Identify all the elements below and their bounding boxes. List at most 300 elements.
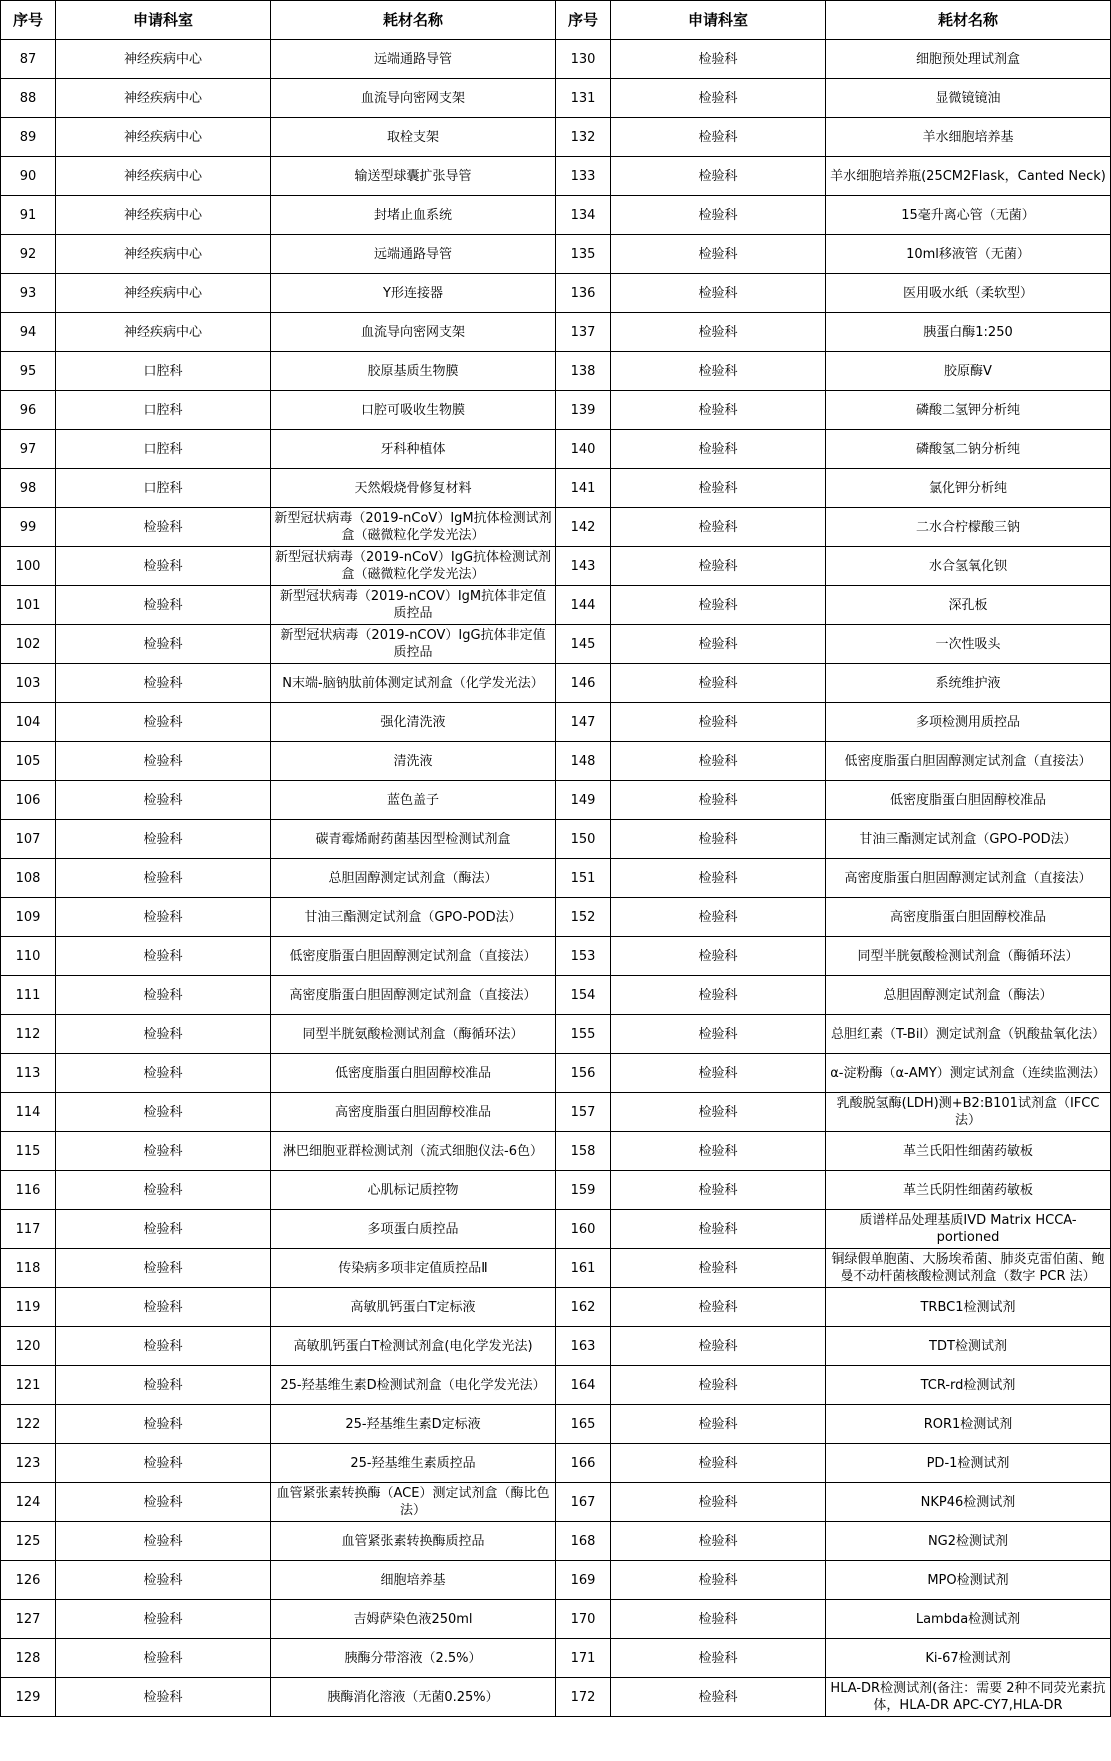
- department-cell: 检验科: [56, 859, 271, 898]
- serial-cell: 128: [1, 1639, 56, 1678]
- item-name-cell: 铜绿假单胞菌、大肠埃希菌、肺炎克雷伯菌、鲍曼不动杆菌核酸检测试剂盒（数字 PCR 法）: [826, 1249, 1111, 1288]
- serial-cell: 106: [1, 781, 56, 820]
- serial-cell: 155: [556, 1015, 611, 1054]
- serial-cell: 114: [1, 1093, 56, 1132]
- department-cell: 检验科: [56, 1132, 271, 1171]
- table-row: [1, 1327, 1111, 1366]
- item-name-cell: Lambda检测试剂: [826, 1600, 1111, 1639]
- serial-cell: 147: [556, 703, 611, 742]
- item-name-cell: 胰蛋白酶1:250: [826, 313, 1111, 352]
- serial-cell: 101: [1, 586, 56, 625]
- department-cell: 检验科: [56, 1483, 271, 1522]
- serial-cell: 162: [556, 1288, 611, 1327]
- department-cell: 检验科: [611, 781, 826, 820]
- serial-cell: 92: [1, 235, 56, 274]
- department-cell: 检验科: [611, 1327, 826, 1366]
- item-name-cell: ROR1检测试剂: [826, 1405, 1111, 1444]
- department-cell: 检验科: [611, 1366, 826, 1405]
- table-row: [1, 274, 1111, 313]
- item-name-cell: 高密度脂蛋白胆固醇校准品: [826, 898, 1111, 937]
- serial-cell: 163: [556, 1327, 611, 1366]
- department-cell: 检验科: [56, 1561, 271, 1600]
- item-name-cell: 低密度脂蛋白胆固醇校准品: [271, 1054, 556, 1093]
- serial-cell: 159: [556, 1171, 611, 1210]
- department-cell: 检验科: [56, 742, 271, 781]
- serial-cell: 95: [1, 352, 56, 391]
- item-name-cell: 强化清洗液: [271, 703, 556, 742]
- serial-cell: 137: [556, 313, 611, 352]
- table-row: [1, 859, 1111, 898]
- table-row: [1, 1249, 1111, 1288]
- serial-cell: 110: [1, 937, 56, 976]
- item-name-cell: 总胆固醇测定试剂盒（酶法）: [826, 976, 1111, 1015]
- serial-cell: 138: [556, 352, 611, 391]
- item-name-cell: 同型半胱氨酸检测试剂盒（酶循环法）: [826, 937, 1111, 976]
- department-cell: 检验科: [611, 859, 826, 898]
- item-name-cell: 胰酶消化溶液（无菌0.25%）: [271, 1678, 556, 1717]
- serial-cell: 171: [556, 1639, 611, 1678]
- department-cell: 检验科: [56, 1171, 271, 1210]
- serial-cell: 107: [1, 820, 56, 859]
- serial-cell: 125: [1, 1522, 56, 1561]
- item-name-cell: 质谱样品处理基质IVD Matrix HCCA-portioned: [826, 1210, 1111, 1249]
- item-name-cell: 远端通路导管: [271, 40, 556, 79]
- serial-cell: 165: [556, 1405, 611, 1444]
- item-name-cell: 深孔板: [826, 586, 1111, 625]
- item-name-cell: α-淀粉酶（α-AMY）测定试剂盒（连续监测法）: [826, 1054, 1111, 1093]
- serial-cell: 167: [556, 1483, 611, 1522]
- table-row: [1, 547, 1111, 586]
- item-name-cell: 10ml移液管（无菌）: [826, 235, 1111, 274]
- header-row: [1, 1, 1111, 40]
- table-row: [1, 742, 1111, 781]
- department-cell: 检验科: [611, 1132, 826, 1171]
- department-cell: 检验科: [56, 937, 271, 976]
- department-cell: 检验科: [56, 1600, 271, 1639]
- item-name-cell: 淋巴细胞亚群检测试剂（流式细胞仪法-6色）: [271, 1132, 556, 1171]
- serial-cell: 129: [1, 1678, 56, 1717]
- department-cell: 神经疾病中心: [56, 40, 271, 79]
- item-name-cell: 远端通路导管: [271, 235, 556, 274]
- department-cell: 检验科: [56, 1288, 271, 1327]
- department-cell: 检验科: [56, 1249, 271, 1288]
- item-name-cell: PD-1检测试剂: [826, 1444, 1111, 1483]
- department-cell: 检验科: [56, 1405, 271, 1444]
- table-row: [1, 625, 1111, 664]
- serial-cell: 127: [1, 1600, 56, 1639]
- department-cell: 检验科: [611, 1093, 826, 1132]
- department-cell: 检验科: [611, 352, 826, 391]
- department-cell: 检验科: [56, 547, 271, 586]
- department-cell: 检验科: [56, 976, 271, 1015]
- department-cell: 检验科: [611, 40, 826, 79]
- table-row: [1, 1171, 1111, 1210]
- serial-cell: 119: [1, 1288, 56, 1327]
- table-row: [1, 1678, 1111, 1717]
- department-cell: 检验科: [56, 781, 271, 820]
- item-name-cell: 甘油三酯测定试剂盒（GPO-POD法）: [826, 820, 1111, 859]
- item-name-cell: MPO检测试剂: [826, 1561, 1111, 1600]
- item-name-cell: 磷酸氢二钠分析纯: [826, 430, 1111, 469]
- item-name-cell: 新型冠状病毒（2019-nCoV）IgG抗体检测试剂盒（磁微粒化学发光法）: [271, 547, 556, 586]
- serial-cell: 89: [1, 118, 56, 157]
- department-cell: 检验科: [56, 1093, 271, 1132]
- item-name-cell: 天然煅烧骨修复材料: [271, 469, 556, 508]
- table-row: [1, 1600, 1111, 1639]
- table-row: [1, 40, 1111, 79]
- table-row: [1, 898, 1111, 937]
- serial-cell: 90: [1, 157, 56, 196]
- serial-cell: 120: [1, 1327, 56, 1366]
- department-cell: 检验科: [611, 469, 826, 508]
- header-serial-left: 序号: [1, 1, 56, 40]
- item-name-cell: 清洗液: [271, 742, 556, 781]
- table-row: [1, 196, 1111, 235]
- item-name-cell: 细胞预处理试剂盒: [826, 40, 1111, 79]
- department-cell: 神经疾病中心: [56, 79, 271, 118]
- serial-cell: 91: [1, 196, 56, 235]
- serial-cell: 109: [1, 898, 56, 937]
- table-row: [1, 430, 1111, 469]
- serial-cell: 164: [556, 1366, 611, 1405]
- serial-cell: 151: [556, 859, 611, 898]
- table-row: [1, 1210, 1111, 1249]
- item-name-cell: 心肌标记质控物: [271, 1171, 556, 1210]
- serial-cell: 169: [556, 1561, 611, 1600]
- department-cell: 检验科: [611, 976, 826, 1015]
- table-row: [1, 1015, 1111, 1054]
- serial-cell: 132: [556, 118, 611, 157]
- serial-cell: 115: [1, 1132, 56, 1171]
- table-row: [1, 118, 1111, 157]
- table-row: [1, 235, 1111, 274]
- department-cell: 检验科: [611, 1171, 826, 1210]
- item-name-cell: 胶原基质生物膜: [271, 352, 556, 391]
- serial-cell: 146: [556, 664, 611, 703]
- serial-cell: 139: [556, 391, 611, 430]
- serial-cell: 135: [556, 235, 611, 274]
- table-row: [1, 469, 1111, 508]
- item-name-cell: 多项蛋白质控品: [271, 1210, 556, 1249]
- item-name-cell: 25-羟基维生素质控品: [271, 1444, 556, 1483]
- serial-cell: 170: [556, 1600, 611, 1639]
- serial-cell: 143: [556, 547, 611, 586]
- serial-cell: 117: [1, 1210, 56, 1249]
- department-cell: 神经疾病中心: [56, 118, 271, 157]
- item-name-cell: 革兰氏阳性细菌药敏板: [826, 1132, 1111, 1171]
- table-row: [1, 157, 1111, 196]
- department-cell: 检验科: [611, 1054, 826, 1093]
- item-name-cell: 口腔可吸收生物膜: [271, 391, 556, 430]
- department-cell: 检验科: [611, 391, 826, 430]
- item-name-cell: 新型冠状病毒（2019-nCoV）IgM抗体检测试剂盒（磁微粒化学发光法）: [271, 508, 556, 547]
- item-name-cell: 羊水细胞培养瓶(25CM2Flask，Canted Neck): [826, 157, 1111, 196]
- serial-cell: 160: [556, 1210, 611, 1249]
- department-cell: 神经疾病中心: [56, 157, 271, 196]
- serial-cell: 153: [556, 937, 611, 976]
- table-body: [1, 40, 1111, 1717]
- serial-cell: 168: [556, 1522, 611, 1561]
- department-cell: 检验科: [56, 1678, 271, 1717]
- item-name-cell: 一次性吸头: [826, 625, 1111, 664]
- item-name-cell: 输送型球囊扩张导管: [271, 157, 556, 196]
- serial-cell: 152: [556, 898, 611, 937]
- table-row: [1, 1366, 1111, 1405]
- header-item-name-right: 耗材名称: [826, 1, 1111, 40]
- department-cell: 检验科: [56, 820, 271, 859]
- item-name-cell: 血管紧张素转换酶（ACE）测定试剂盒（酶比色法）: [271, 1483, 556, 1522]
- department-cell: 检验科: [56, 1210, 271, 1249]
- serial-cell: 148: [556, 742, 611, 781]
- serial-cell: 105: [1, 742, 56, 781]
- serial-cell: 88: [1, 79, 56, 118]
- item-name-cell: 胰酶分带溶液（2.5%）: [271, 1639, 556, 1678]
- serial-cell: 145: [556, 625, 611, 664]
- item-name-cell: 多项检测用质控品: [826, 703, 1111, 742]
- department-cell: 检验科: [611, 235, 826, 274]
- department-cell: 检验科: [611, 157, 826, 196]
- table-row: [1, 703, 1111, 742]
- item-name-cell: TCR-rd检测试剂: [826, 1366, 1111, 1405]
- item-name-cell: 低密度脂蛋白胆固醇测定试剂盒（直接法）: [271, 937, 556, 976]
- serial-cell: 87: [1, 40, 56, 79]
- department-cell: 检验科: [611, 79, 826, 118]
- table-row: [1, 1444, 1111, 1483]
- department-cell: 检验科: [56, 1366, 271, 1405]
- serial-cell: 124: [1, 1483, 56, 1522]
- item-name-cell: 蓝色盖子: [271, 781, 556, 820]
- item-name-cell: 血管紧张素转换酶质控品: [271, 1522, 556, 1561]
- serial-cell: 94: [1, 313, 56, 352]
- header-serial-right: 序号: [556, 1, 611, 40]
- item-name-cell: 封堵止血系统: [271, 196, 556, 235]
- serial-cell: 131: [556, 79, 611, 118]
- serial-cell: 108: [1, 859, 56, 898]
- department-cell: 检验科: [611, 1639, 826, 1678]
- department-cell: 检验科: [611, 1210, 826, 1249]
- item-name-cell: 牙科种植体: [271, 430, 556, 469]
- serial-cell: 154: [556, 976, 611, 1015]
- item-name-cell: 低密度脂蛋白胆固醇校准品: [826, 781, 1111, 820]
- item-name-cell: Ki-67检测试剂: [826, 1639, 1111, 1678]
- department-cell: 检验科: [56, 664, 271, 703]
- department-cell: 检验科: [56, 898, 271, 937]
- department-cell: 检验科: [611, 1405, 826, 1444]
- item-name-cell: 羊水细胞培养基: [826, 118, 1111, 157]
- table-row: [1, 1288, 1111, 1327]
- department-cell: 口腔科: [56, 469, 271, 508]
- item-name-cell: NKP46检测试剂: [826, 1483, 1111, 1522]
- serial-cell: 126: [1, 1561, 56, 1600]
- item-name-cell: TRBC1检测试剂: [826, 1288, 1111, 1327]
- department-cell: 神经疾病中心: [56, 196, 271, 235]
- item-name-cell: 总胆红素（T-Bil）测定试剂盒（钒酸盐氧化法）: [826, 1015, 1111, 1054]
- serial-cell: 113: [1, 1054, 56, 1093]
- table-row: [1, 1561, 1111, 1600]
- serial-cell: 141: [556, 469, 611, 508]
- department-cell: 检验科: [611, 742, 826, 781]
- department-cell: 检验科: [56, 586, 271, 625]
- department-cell: 检验科: [56, 1054, 271, 1093]
- department-cell: 检验科: [611, 508, 826, 547]
- item-name-cell: TDT检测试剂: [826, 1327, 1111, 1366]
- department-cell: 检验科: [611, 1678, 826, 1717]
- serial-cell: 100: [1, 547, 56, 586]
- item-name-cell: 25-羟基维生素D定标液: [271, 1405, 556, 1444]
- item-name-cell: 高敏肌钙蛋白T定标液: [271, 1288, 556, 1327]
- department-cell: 口腔科: [56, 352, 271, 391]
- serial-cell: 103: [1, 664, 56, 703]
- serial-cell: 158: [556, 1132, 611, 1171]
- department-cell: 检验科: [56, 625, 271, 664]
- department-cell: 检验科: [611, 430, 826, 469]
- serial-cell: 123: [1, 1444, 56, 1483]
- table-row: [1, 313, 1111, 352]
- serial-cell: 112: [1, 1015, 56, 1054]
- item-name-cell: 总胆固醇测定试剂盒（酶法）: [271, 859, 556, 898]
- item-name-cell: 水合氢氧化钡: [826, 547, 1111, 586]
- department-cell: 检验科: [56, 1522, 271, 1561]
- serial-cell: 156: [556, 1054, 611, 1093]
- serial-cell: 121: [1, 1366, 56, 1405]
- item-name-cell: HLA-DR检测试剂(备注：需要 2种不同荧光素抗体，HLA-DR APC-CY7,HLA-DR: [826, 1678, 1111, 1717]
- item-name-cell: 新型冠状病毒（2019-nCOV）IgG抗体非定值质控品: [271, 625, 556, 664]
- serial-cell: 130: [556, 40, 611, 79]
- item-name-cell: 细胞培养基: [271, 1561, 556, 1600]
- serial-cell: 96: [1, 391, 56, 430]
- item-name-cell: 甘油三酯测定试剂盒（GPO-POD法）: [271, 898, 556, 937]
- department-cell: 检验科: [611, 1249, 826, 1288]
- department-cell: 神经疾病中心: [56, 313, 271, 352]
- department-cell: 检验科: [611, 1288, 826, 1327]
- department-cell: 检验科: [611, 703, 826, 742]
- department-cell: 检验科: [56, 508, 271, 547]
- item-name-cell: 取栓支架: [271, 118, 556, 157]
- serial-cell: 150: [556, 820, 611, 859]
- department-cell: 检验科: [56, 1639, 271, 1678]
- item-name-cell: 新型冠状病毒（2019-nCOV）IgM抗体非定值质控品: [271, 586, 556, 625]
- item-name-cell: 氯化钾分析纯: [826, 469, 1111, 508]
- serial-cell: 133: [556, 157, 611, 196]
- serial-cell: 104: [1, 703, 56, 742]
- table-row: [1, 391, 1111, 430]
- department-cell: 检验科: [611, 1483, 826, 1522]
- table-row: [1, 976, 1111, 1015]
- item-name-cell: 25-羟基维生素D检测试剂盒（电化学发光法）: [271, 1366, 556, 1405]
- department-cell: 检验科: [611, 820, 826, 859]
- table-row: [1, 664, 1111, 703]
- serial-cell: 140: [556, 430, 611, 469]
- table-row: [1, 1483, 1111, 1522]
- department-cell: 检验科: [611, 937, 826, 976]
- item-name-cell: 乳酸脱氢酶(LDH)测+B2:B101试剂盒（IFCC法）: [826, 1093, 1111, 1132]
- item-name-cell: 高密度脂蛋白胆固醇测定试剂盒（直接法）: [826, 859, 1111, 898]
- serial-cell: 142: [556, 508, 611, 547]
- table-row: [1, 937, 1111, 976]
- serial-cell: 144: [556, 586, 611, 625]
- department-cell: 神经疾病中心: [56, 235, 271, 274]
- item-name-cell: 血流导向密网支架: [271, 79, 556, 118]
- table-row: [1, 352, 1111, 391]
- table-row: [1, 1093, 1111, 1132]
- table-row: [1, 79, 1111, 118]
- serial-cell: 134: [556, 196, 611, 235]
- department-cell: 口腔科: [56, 430, 271, 469]
- item-name-cell: 磷酸二氢钾分析纯: [826, 391, 1111, 430]
- department-cell: 检验科: [56, 1444, 271, 1483]
- table-row: [1, 1522, 1111, 1561]
- item-name-cell: N末端-脑钠肽前体测定试剂盒（化学发光法）: [271, 664, 556, 703]
- item-name-cell: 血流导向密网支架: [271, 313, 556, 352]
- item-name-cell: 二水合柠檬酸三钠: [826, 508, 1111, 547]
- serial-cell: 166: [556, 1444, 611, 1483]
- table-row: [1, 1405, 1111, 1444]
- department-cell: 检验科: [56, 1327, 271, 1366]
- item-name-cell: 高敏肌钙蛋白T检测试剂盒(电化学发光法): [271, 1327, 556, 1366]
- department-cell: 检验科: [611, 1600, 826, 1639]
- department-cell: 检验科: [611, 586, 826, 625]
- department-cell: 检验科: [611, 313, 826, 352]
- header-department-right: 申请科室: [611, 1, 826, 40]
- serial-cell: 116: [1, 1171, 56, 1210]
- serial-cell: 98: [1, 469, 56, 508]
- table-row: [1, 508, 1111, 547]
- item-name-cell: 胶原酶V: [826, 352, 1111, 391]
- table-row: [1, 781, 1111, 820]
- item-name-cell: 吉姆萨染色液250ml: [271, 1600, 556, 1639]
- department-cell: 检验科: [611, 664, 826, 703]
- serial-cell: 97: [1, 430, 56, 469]
- serial-cell: 136: [556, 274, 611, 313]
- department-cell: 检验科: [56, 1015, 271, 1054]
- serial-cell: 99: [1, 508, 56, 547]
- serial-cell: 93: [1, 274, 56, 313]
- item-name-cell: 碳青霉烯耐药菌基因型检测试剂盒: [271, 820, 556, 859]
- department-cell: 检验科: [56, 703, 271, 742]
- serial-cell: 157: [556, 1093, 611, 1132]
- department-cell: 检验科: [611, 1444, 826, 1483]
- table-row: [1, 1132, 1111, 1171]
- department-cell: 检验科: [611, 898, 826, 937]
- item-name-cell: NG2检测试剂: [826, 1522, 1111, 1561]
- department-cell: 口腔科: [56, 391, 271, 430]
- item-name-cell: 15毫升离心管（无菌）: [826, 196, 1111, 235]
- serial-cell: 161: [556, 1249, 611, 1288]
- department-cell: 检验科: [611, 1015, 826, 1054]
- item-name-cell: 传染病多项非定值质控品Ⅱ: [271, 1249, 556, 1288]
- department-cell: 神经疾病中心: [56, 274, 271, 313]
- department-cell: 检验科: [611, 118, 826, 157]
- department-cell: 检验科: [611, 274, 826, 313]
- item-name-cell: 低密度脂蛋白胆固醇测定试剂盒（直接法）: [826, 742, 1111, 781]
- serial-cell: 111: [1, 976, 56, 1015]
- item-name-cell: 医用吸水纸（柔软型）: [826, 274, 1111, 313]
- serial-cell: 172: [556, 1678, 611, 1717]
- serial-cell: 102: [1, 625, 56, 664]
- department-cell: 检验科: [611, 1522, 826, 1561]
- table-row: [1, 586, 1111, 625]
- table-row: [1, 820, 1111, 859]
- serial-cell: 149: [556, 781, 611, 820]
- item-name-cell: 系统维护液: [826, 664, 1111, 703]
- item-name-cell: 同型半胱氨酸检测试剂盒（酶循环法）: [271, 1015, 556, 1054]
- department-cell: 检验科: [611, 625, 826, 664]
- item-name-cell: Y形连接器: [271, 274, 556, 313]
- header-item-name-left: 耗材名称: [271, 1, 556, 40]
- serial-cell: 122: [1, 1405, 56, 1444]
- department-cell: 检验科: [611, 1561, 826, 1600]
- header-department-left: 申请科室: [56, 1, 271, 40]
